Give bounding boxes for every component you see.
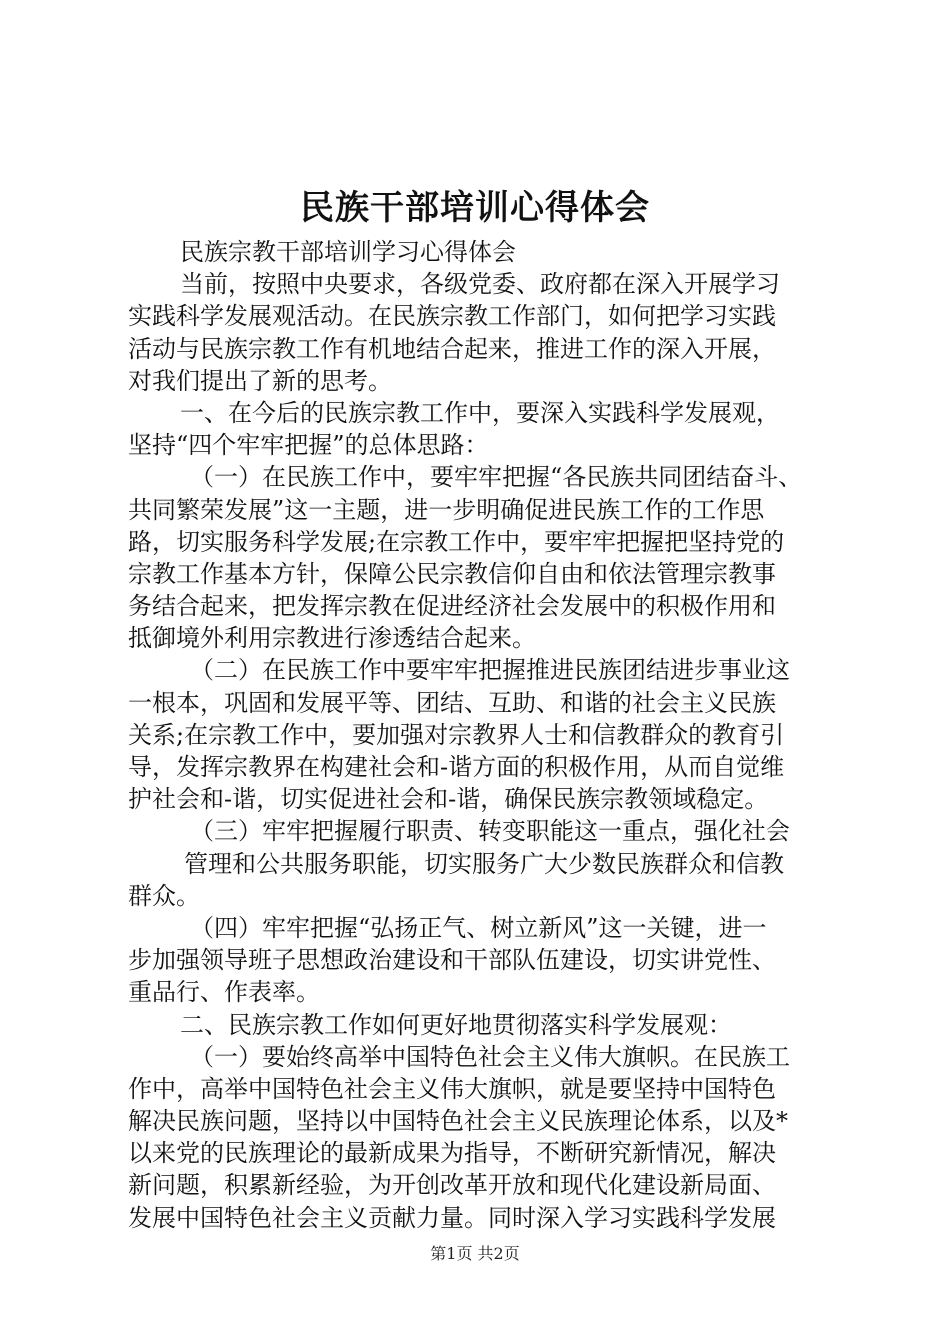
text-line: （一）要始终高举中国特色社会主义伟大旗帜。在民族工 [190, 1042, 790, 1071]
text-line: 坚持“四个牢牢把握”的总体思路： [128, 431, 489, 460]
text-line: 共同繁荣发展”这一主题，进一步明确促进民族工作的工作思 [128, 495, 765, 524]
text-line: 关系;在宗教工作中，要加强对宗教界人士和信教群众的教育引 [128, 720, 785, 749]
text-line: 宗教工作基本方针，保障公民宗教信仰自由和依法管理宗教事 [128, 559, 776, 588]
text-line: 步加强领导班子思想政治建设和干部队伍建设，切实讲党性、 [128, 946, 776, 975]
section-heading-line: 二、民族宗教工作如何更好地贯彻落实科学发展观： [180, 1010, 732, 1039]
text-line: 以来党的民族理论的最新成果为指导，不断研究新情况，解决 [128, 1139, 776, 1168]
text-line: 新问题，积累新经验，为开创改革开放和现代化建设新局面、 [128, 1171, 776, 1200]
text-line: 解决民族问题，坚持以中国特色社会主义民族理论体系，以及* [128, 1107, 788, 1136]
text-line: 护社会和-谐，切实促进社会和-谐，确保民族宗教领域稳定。 [128, 785, 769, 814]
text-line: （四）牢牢把握“弘扬正气、树立新风”这一关键，进一 [190, 913, 767, 942]
text-line: 作中，高举中国特色社会主义伟大旗帜，就是要坚持中国特色 [128, 1074, 776, 1103]
text-line: 导，发挥宗教界在构建社会和-谐方面的积极作用，从而自觉维 [128, 753, 785, 781]
document-body [128, 236, 834, 1234]
text-line: 抵御境外利用宗教进行渗透结合起来。 [128, 624, 536, 653]
subtitle-line: 民族宗教干部培训学习心得体会 [180, 238, 516, 266]
page-footer: 第1页 共2页 [430, 1244, 520, 1263]
section-heading-line: 一、在今后的民族宗教工作中，要深入实践科学发展观， [180, 398, 780, 427]
text-line: 实践科学发展观活动。在民族宗教工作部门，如何把学习实践 [128, 302, 776, 331]
text-line: 当前，按照中央要求，各级党委、政府都在深入开展学习 [180, 270, 780, 299]
text-line: 重品行、作表率。 [128, 978, 320, 1007]
text-line: 活动与民族宗教工作有机地结合起来，推进工作的深入开展， [128, 334, 776, 363]
page-title: 民族干部培训心得体会 [300, 188, 650, 228]
text-line: （三）牢牢把握履行职责、转变职能这一重点，强化社会 [190, 817, 790, 846]
text-line: （一）在民族工作中，要牢牢把握“各民族共同团结奋斗、 [190, 463, 803, 492]
text-line: 管理和公共服务职能，切实服务广大少数民族群众和信教 [184, 849, 784, 878]
text-line: 务结合起来，把发挥宗教在促进经济社会发展中的积极作用和 [128, 592, 776, 621]
text-line: 路，切实服务科学发展;在宗教工作中，要牢牢把握把坚持党的 [128, 527, 785, 556]
text-line: 发展中国特色社会主义贡献力量。同时深入学习实践科学发展 [128, 1203, 776, 1232]
text-line: （二）在民族工作中要牢牢把握推进民族团结进步事业这 [190, 656, 790, 685]
text-line: 群众。 [128, 881, 200, 910]
text-line: 一根本，巩固和发展平等、团结、互助、和谐的社会主义民族 [128, 688, 776, 717]
text-line: 对我们提出了新的思考。 [128, 366, 392, 395]
